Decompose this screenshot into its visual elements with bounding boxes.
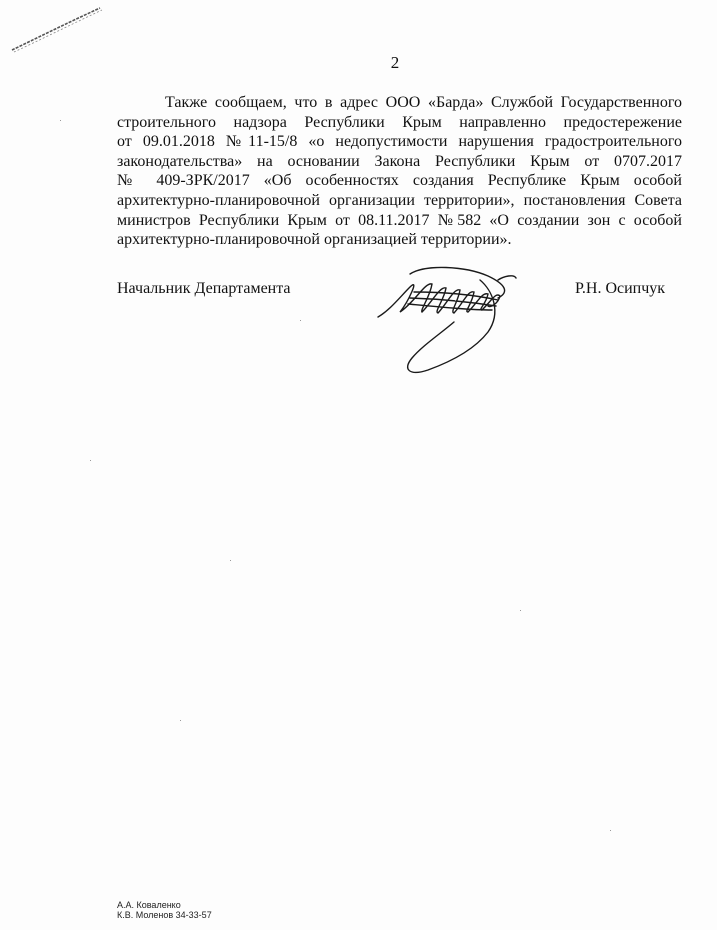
- body-line: законодательства» на основании Закона Республики Крым от 0707.2017: [117, 152, 682, 170]
- body-line: № 409-ЗРК/2017 «Об особенностях создания Республике Крым особой: [117, 172, 682, 190]
- footer-contacts: [117, 900, 212, 920]
- body-line: от 09.01.2018 №11-15/8 «о недопустимости нарушения градостроительного: [117, 133, 682, 151]
- scan-stroke-mark: [10, 4, 105, 54]
- letter-body: [117, 93, 682, 250]
- scan-speck: [60, 120, 61, 121]
- handwritten-signature: [370, 262, 520, 377]
- scan-speck: [455, 300, 456, 301]
- body-line: министров Республики Крым от 08.11.2017 №582 «О создании зон с особой: [117, 211, 682, 229]
- body-line: архитектурно-планировочной организацией территории».: [117, 231, 512, 249]
- page-number: 2: [390, 53, 400, 72]
- body-line: Также сообщаем, что в адрес ООО «Барда» Службой Государственного: [165, 94, 682, 111]
- signer-title: Начальник Департамента: [117, 280, 291, 297]
- body-line: строительного надзора Республики Крым направленно предостережение: [117, 113, 682, 131]
- scan-speck: [610, 830, 611, 831]
- scan-speck: [520, 610, 521, 611]
- footer-line: К.В. Моленов 34-33-57: [117, 910, 212, 920]
- body-line: архитектурно-планировочной организации территории», постановления Совета: [117, 191, 682, 209]
- scan-speck: [180, 720, 181, 721]
- signer-name: Р.Н. Осипчук: [575, 280, 666, 297]
- scan-speck: [300, 320, 301, 321]
- footer-line: А.А. Коваленко: [117, 900, 181, 910]
- scan-speck: [90, 460, 91, 461]
- scan-speck: [230, 560, 231, 561]
